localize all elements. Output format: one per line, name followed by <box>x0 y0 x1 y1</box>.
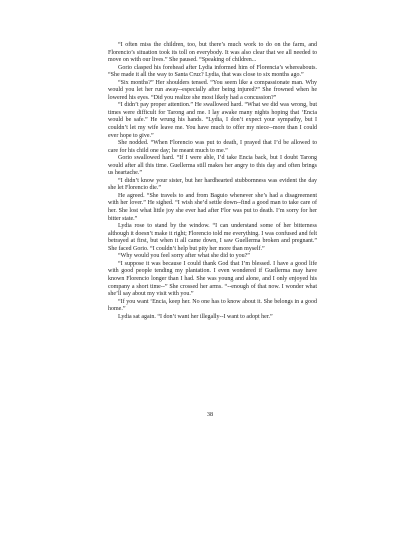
paragraph: “I didn’t know your sister, but her hardhearted stubbornness was evident the day she let Florencio die.” <box>108 177 317 192</box>
page-number: 38 <box>206 411 214 418</box>
paragraph: “Six months?” Her shoulders tensed. “You seem like a compassionate man. Why would you let her run away--especially after being injured?” She frowned when he lowered his eyes. “Did you realize she most likely had a concussion?” <box>108 79 317 101</box>
body-text <box>108 42 317 321</box>
paragraph: “I often miss the children, too, but there’s much work to do on the farm, and Florencio’s situation took its toll on everybody. It was also clear that we all needed to move on with our lives.” She paused. “Speaking of children... <box>108 42 317 64</box>
paragraph: “I suppose it was because I could thank God that I’m blessed. I have a good life with good people tending my plantation. I even wondered if Guellerma may have known Florencio longer than I had. She was young and alone, and I only enjoyed his company a short time--” She crossed her arms. “--enough of that now. I wonder what she’ll say about my visit with you.” <box>108 260 317 298</box>
paragraph: “If you want ‘Encia, keep her. No one has to know about it. She belongs in a good home.” <box>108 298 317 313</box>
paragraph: Gorio clasped his forehead after Lydia informed him of Florencia’s whereabouts. “She made it all the way to Santa Cruz? Lydia, that was close to six months ago.” <box>108 64 317 79</box>
paragraph: Lydia rose to stand by the window. “I can understand some of her bitterness although it doesn’t make it right; Florencio told me everything. I was confused and felt betrayed at first, but when it all came down, I saw Guellerma broken and pregnant.” She faced Gorio. “I couldn’t help but pity her more than myself.” <box>108 223 317 252</box>
paragraph: “Why would you feel sorry after what she did to you?” <box>118 253 250 260</box>
paragraph: He agreed. “She travels to and from Baguio whenever she’s had a disagreement with her lover.” He sighed. “I wish she’d settle down--find a good man to take care of her. She lost what little joy she ever had after Flor was put to death. I’m sorry for her bitter state.” <box>108 192 317 222</box>
paragraph: Lydia sat again. “I don’t want her illegally--I want to adopt her.” <box>118 313 273 320</box>
paragraph: “I didn’t pay proper attention.” He swallowed hard. “What we did was wrong, but times were difficult for Tarong and me. I lay awake many nights hoping that ‘Encia would be safe.” He wrung his hands. “Lydia, I don’t expect your sympathy, but I couldn’t let my wife leave me. You have much to offer my niece--more than I could ever hope to give.” <box>108 102 317 139</box>
paragraph: She nodded. “When Florencio was put to death, I prayed that I’d be allowed to care for his child one day; he meant much to me.” <box>108 140 317 154</box>
paragraph: Gorio swallowed hard. “If I were able, I’d take Encia back, but I doubt Tarong would after all this time. Guellerma still makes her angry to this day and often brings us heartache.” <box>108 155 317 177</box>
